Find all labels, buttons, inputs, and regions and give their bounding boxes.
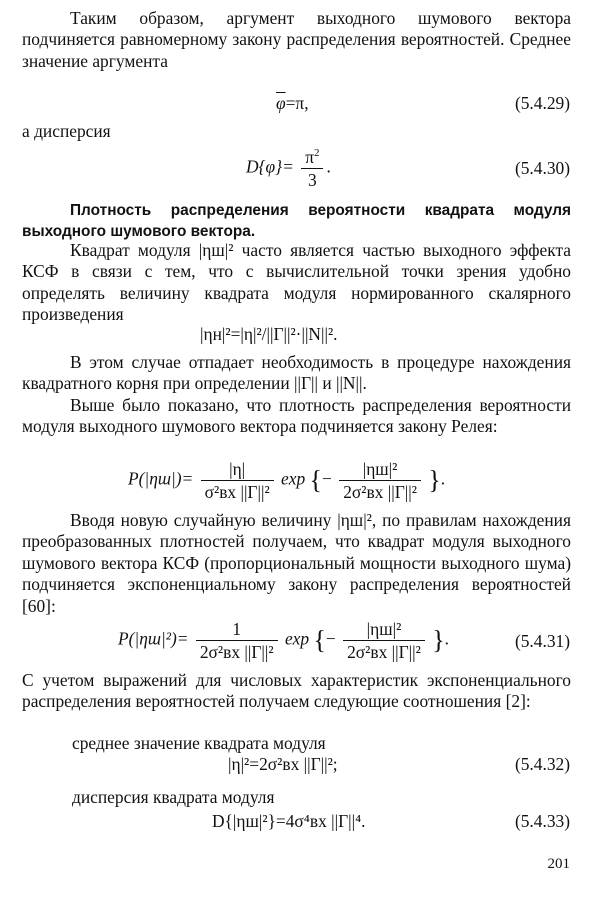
minus-sign: −	[322, 468, 332, 489]
equation-5-4-32: |η|²=2σ²вх ||Г||²;	[228, 754, 338, 774]
equation-number-5-4-31: (5.4.31)	[514, 631, 570, 651]
equation-5-4-30-tail: .	[326, 156, 331, 177]
equation-number-5-4-32: (5.4.32)	[514, 754, 570, 774]
numerator-exponent: 2	[313, 147, 320, 160]
rayleigh-fraction-2	[339, 458, 421, 503]
paragraph-rayleigh-law: Выше было показано, что плотность распределения вероятности модуля выходного шумового вектора подчиняется закону Релея:	[22, 395, 571, 437]
text-variance: дисперсия квадрата модуля	[72, 787, 275, 807]
equation-5-4-30	[246, 146, 331, 191]
fraction-pi-squared-over-3	[301, 146, 323, 191]
rayleigh-lhs: P(|ηш|)=	[128, 468, 194, 489]
equation-number-5-4-29: (5.4.29)	[514, 93, 570, 113]
rayleigh-denominator-2: 2σ²вх ||Г||²	[343, 482, 417, 502]
equation-number-5-4-30: (5.4.30)	[514, 158, 570, 178]
equation-5-4-30-lhs: D{φ}=	[246, 156, 294, 177]
paragraph-exponential-law: Вводя новую случайную величину |ηш|², по правилам нахождения преобразованных плотностей получаем, что квадрат модуля выходного шумового вектора КСФ (пропорциональный мощности выходного шума) подчиняется экспоненциальному закону распределения вероятностей [60]:	[22, 510, 571, 616]
text-dispersion: а дисперсия	[22, 121, 111, 141]
rayleigh-numerator-2: |ηш|²	[339, 458, 421, 481]
paragraph-squared-modulus: Квадрат модуля |ηш|² часто является частью выходного эффекта КСФ в связи с тем, что с вычислительной точки зрения удобно определять величину квадрата модуля нормированного скалярного произведения	[22, 240, 571, 325]
exponential-denominator-2: 2σ²вх ||Г||²	[347, 642, 421, 662]
right-brace: }	[428, 465, 441, 495]
text-mean-value: среднее значение квадрата модуля	[72, 733, 326, 753]
equation-5-4-31: P(|ηш|²)= $\frac{1}{\text{2σ²вх ||Г||²}}$ exp {− $\frac{\text{|ηш|²}}{\text{2σ²вх ||Г||²}}$ }.	[118, 619, 450, 662]
rayleigh-numerator-1: |η|	[201, 458, 274, 481]
exponential-numerator-2: |ηш|²	[343, 618, 425, 641]
exponential-lhs: P(|ηш|²)=	[118, 628, 189, 649]
equation-5-4-33: D{|ηш|²}=4σ⁴вх ||Г||⁴.	[212, 811, 366, 831]
right-brace-2: }	[432, 625, 445, 655]
exponential-fraction-2	[343, 618, 425, 663]
paragraph-argument-uniform: Таким образом, аргумент выходного шумового вектора подчиняется равномерному закону распределения вероятностей. Среднее значение аргумента	[22, 8, 571, 71]
equation-5-4-29	[276, 92, 309, 114]
page-number: 201	[547, 856, 570, 872]
section-heading: Плотность распределения вероятности квадрата модуля выходного шумового вектора.	[22, 202, 571, 241]
paragraph-numeric-characteristics: С учетом выражений для числовых характеристик экспоненциального распределения вероятностей получаем следующие соотношения [2]:	[22, 670, 571, 712]
left-brace: {	[309, 465, 323, 495]
rayleigh-fraction-1	[201, 458, 274, 503]
exponential-denominator-1: 2σ²вх ||Г||²	[199, 642, 274, 662]
exponential-numerator-1: 1	[196, 618, 278, 641]
exp-label: exp	[281, 468, 306, 489]
equation-normalized-product: |ηн|²=|η|²/||Г||²·||N||².	[200, 324, 338, 344]
mean-phi-symbol: $\overline{\varphi}$	[276, 93, 286, 113]
rayleigh-denominator-1: σ²вх ||Г||²	[204, 482, 270, 502]
equation-rayleigh: P(|ηш|)= $\frac{|\eta|}{\text{σ²вх ||Г||²}}$ exp {− $\frac{\text{|ηш|²}}{\text{2σ²вх ||Г||²}}$ }.	[128, 459, 446, 502]
equation-5-4-29-rhs: =π,	[285, 93, 309, 113]
exponential-fraction-1	[196, 618, 278, 663]
exp-label-2: exp	[284, 628, 310, 649]
fraction-denominator: 3	[307, 170, 317, 190]
fraction-numerator: π	[305, 147, 314, 167]
paragraph-no-square-root: В этом случае отпадает необходимость в процедуре нахождения квадратного корня при определении ||Г|| и ||N||.	[22, 352, 571, 394]
minus-sign-2: −	[325, 628, 336, 649]
equation-number-5-4-33: (5.4.33)	[514, 811, 570, 831]
left-brace-2: {	[313, 625, 326, 655]
